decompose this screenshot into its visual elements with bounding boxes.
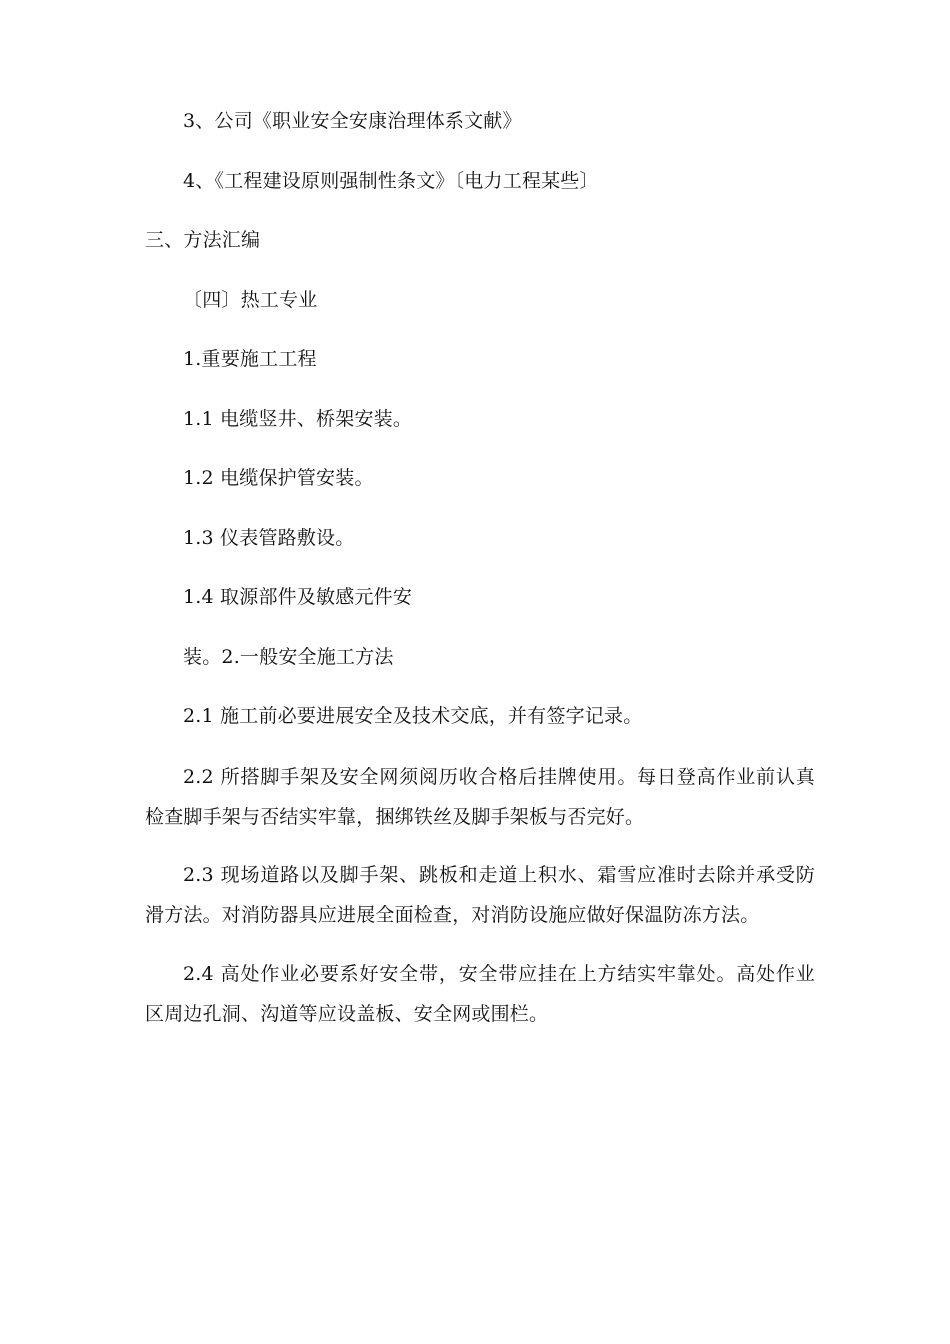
list-item: 1.4 取源部件及敏感元件安 xyxy=(183,586,413,608)
list-heading: 1.重要施工工程 xyxy=(183,348,317,370)
list-item: 1.2 电缆保护管安装。 xyxy=(183,467,374,489)
paragraph-2-3: 2.3 现场道路以及脚手架、跳板和走道上积水、霜雪应准时去除并承受防滑方法。对消防器具应进展全面检查，对消防设施应做好保温防冻方法。 xyxy=(145,864,815,926)
section-heading: 三、方法汇编 xyxy=(145,229,261,251)
list-item: 装。2.一般安全施工方法 xyxy=(183,646,394,668)
paragraph-2-2: 2.2 所搭脚手架及安全网须阅历收合格后挂牌使用。每日登高作业前认真检查脚手架与否结实牢靠，捆绑铁丝及脚手架板与否完好。 xyxy=(145,766,815,828)
reference-item-4: 4、《工程建设原则强制性条文》〔电力工程某些〕 xyxy=(183,170,599,192)
paragraph-2-4: 2.4 高处作业必要系好安全带，安全带应挂在上方结实牢靠处。高处作业区周边孔洞、沟道等应设盖板、安全网或围栏。 xyxy=(145,963,815,1025)
list-item: 1.1 电缆竖井、桥架安装。 xyxy=(183,408,413,430)
list-item: 1.3 仪表管路敷设。 xyxy=(183,527,355,549)
list-item: 2.1 施工前必要进展安全及技术交底，并有签字记录。 xyxy=(183,705,643,727)
reference-item-3: 3、公司《职业安全安康治理体系文献》 xyxy=(183,110,522,132)
subsection-heading: 〔四〕热工专业 xyxy=(183,289,318,311)
